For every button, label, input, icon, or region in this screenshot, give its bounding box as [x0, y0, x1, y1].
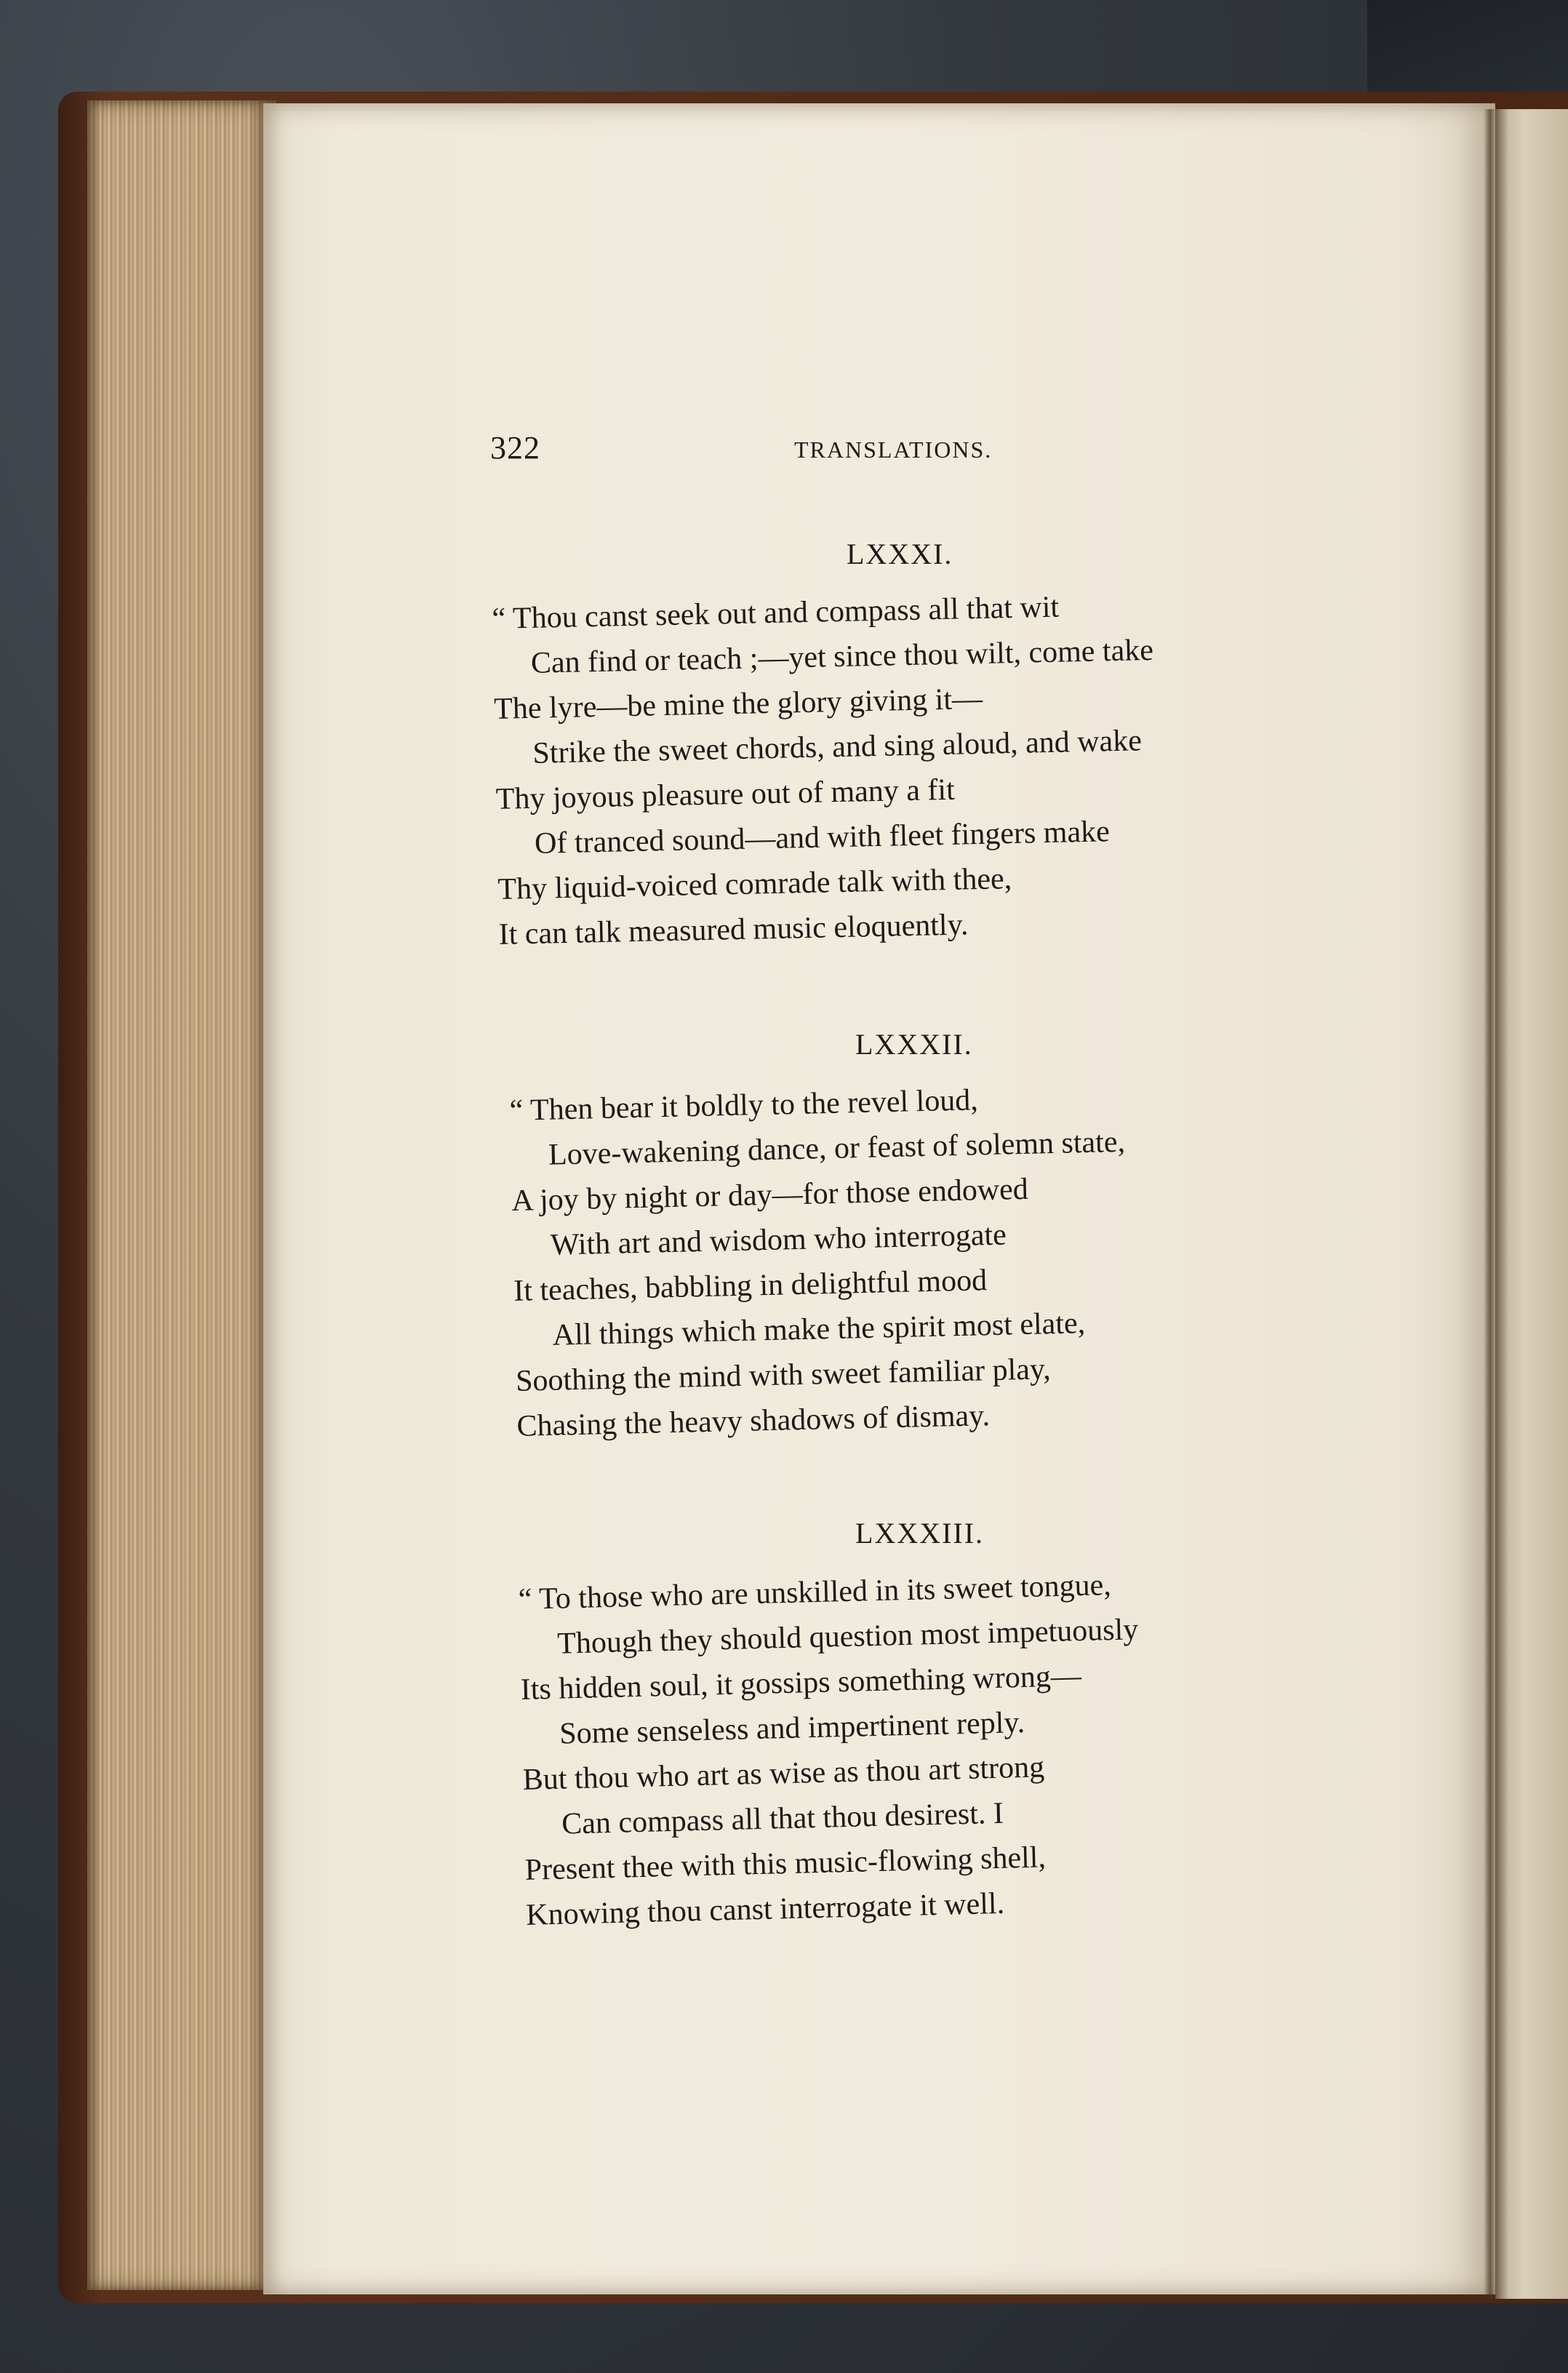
running-title: TRANSLATIONS.: [794, 436, 993, 463]
verse-line: Soothing the mind with sweet familiar play,: [515, 1352, 1052, 1398]
stanza: [492, 583, 1159, 957]
verse-line: A joy by night or day—for those endowed: [511, 1172, 1029, 1218]
verse-line: Can compass all that thou desirest. I: [561, 1796, 1004, 1841]
verse-line: Of tranced sound—and with fleet fingers make: [534, 815, 1111, 861]
verse-line: With art and wisdom who interrogate: [550, 1218, 1007, 1262]
verse-line: The lyre—be mine the glory giving it—: [493, 682, 983, 726]
section-heading: LXXXI.: [847, 538, 953, 570]
verse-line: It can talk measured music eloquently.: [498, 908, 969, 952]
verse-line: But thou who art as wise as thou art strong: [522, 1750, 1045, 1797]
verse-line: Thy liquid-voiced comrade talk with thee,: [497, 862, 1012, 906]
verse-line: It teaches, babbling in delightful mood: [513, 1264, 988, 1308]
verse-line: Can find or teach ;—yet since thou wilt, come take: [530, 633, 1154, 680]
page-number: 322: [490, 430, 540, 466]
verse-line: Strike the sweet chords, and sing aloud, and wake: [532, 724, 1143, 770]
verse-line: Knowing thou canst interrogate it well.: [525, 1886, 1005, 1932]
verse-line: Its hidden soul, it gossips something wrong—: [520, 1659, 1082, 1707]
stanza: [509, 1074, 1132, 1449]
verse-line: Present thee with this music-flowing shell,: [524, 1840, 1047, 1887]
verse-line: Chasing the heavy shadows of dismay.: [516, 1399, 991, 1443]
verse-line: “ Thou canst seek out and compass all that wit: [492, 590, 1060, 636]
section-heading: LXXXIII.: [855, 1517, 985, 1550]
verse-line: Though they should question most impetuously: [556, 1613, 1139, 1661]
verse-line: Thy joyous pleasure out of many a fit: [495, 773, 956, 816]
section-heading: LXXXII.: [855, 1028, 973, 1061]
verse-line: “ Then bear it boldly to the revel loud,: [509, 1083, 979, 1128]
verse-line: “ To those who are unskilled in its sweet tongue,: [518, 1568, 1112, 1616]
verse-line: Some senseless and impertinent reply.: [559, 1706, 1025, 1751]
verse-line: All things which make the spirit most elate,: [552, 1307, 1086, 1352]
stanza: [518, 1562, 1145, 1938]
verse-line: Love-wakening dance, or feast of solemn state,: [548, 1125, 1126, 1172]
